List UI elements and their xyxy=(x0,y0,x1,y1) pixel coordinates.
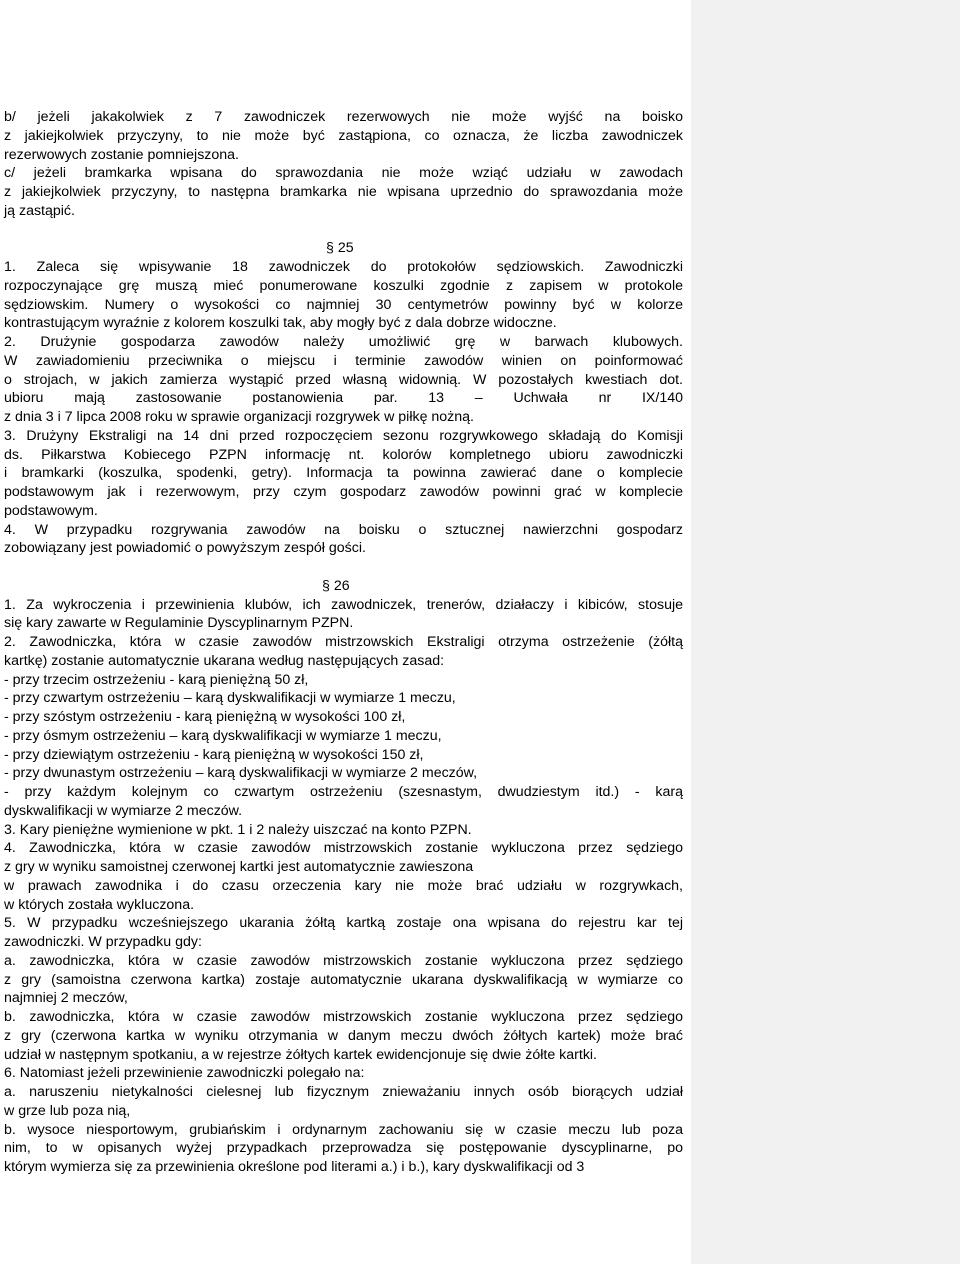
text-line: z gry w wyniku samoistnej czerwonej kartki jest automatycznie zawieszona xyxy=(4,859,474,875)
text-line: z jakiejkolwiek przyczyny, to następna bramkarka nie wpisana uprzednio do sprawozdania może xyxy=(4,184,683,200)
paragraph-block-26 xyxy=(4,596,683,1177)
comment-pane xyxy=(691,0,960,1264)
text-line: 3. Drużyny Ekstraligi na 14 dni przed rozpoczęciem sezonu rozgrywkowego składają do Komisji xyxy=(4,427,683,444)
text-line: 6. Natomiast jeżeli przewinienie zawodniczki polegało na: xyxy=(4,1065,365,1082)
text-line: udział w następnym spotkaniu, a w rejestrze żółtych kartek ewidencjonuje się dwie żółte kartki. xyxy=(4,1046,598,1063)
text-line: kartkę) zostanie automatycznie ukarana według następujących zasad: xyxy=(4,652,445,669)
text-line: 2. Zawodniczka, która w czasie zawodów mistrzowskich Ekstraligi otrzyma ostrzeżenie (żółtą xyxy=(4,634,683,650)
text-line: w grze lub poza nią, xyxy=(4,1102,131,1119)
text-line: c/ jeżeli bramkarka wpisana do sprawozdania nie może wziąć udziału w zawodach xyxy=(4,165,683,182)
paragraph-block-intro xyxy=(4,108,683,221)
text-line: rezerwowych zostanie pomniejszona. xyxy=(4,146,239,163)
text-line: podstawowym jak i rezerwowym, przy czym gospodarz zawodów powinni grać w komplecie xyxy=(4,484,683,500)
paragraph-block-25 xyxy=(4,258,683,558)
text-line: z gry (samoistna czerwona kartka) zostaje automatycznie ukarana dyskwalifikacją w wymiarze co xyxy=(4,971,683,988)
text-line: - przy dziewiątym ostrzeżeniu - karą pieniężną w wysokości 150 zł, xyxy=(4,746,424,763)
section-number-25: § 25 xyxy=(326,240,354,257)
text-line: w których została wykluczona. xyxy=(4,896,195,913)
text-line: b. zawodniczka, która w czasie zawodów mistrzowskich zostanie wykluczona przez sędziego xyxy=(4,1009,683,1025)
text-line: sędziowskim. Numery o wysokości co najmniej 30 centymetrów powinny być w kolorze xyxy=(4,296,683,313)
text-line: z jakiejkolwiek przyczyny, to nie może być zastąpiona, co oznacza, że liczba zawodniczek xyxy=(4,127,683,144)
text-line: b. wysoce niesportowym, grubiańskim i ordynarnym zachowaniu się w czasie meczu lub poza xyxy=(4,1121,683,1138)
text-line: z gry (czerwona kartka w wyniku otrzymania w danym meczu dwóch żółtych kartek) może brać xyxy=(4,1027,683,1044)
text-line: kontrastującym wyraźnie z kolorem koszulki tak, aby mogły być z dala dobrze widoczne. xyxy=(4,315,557,332)
text-line: ją zastąpić. xyxy=(4,202,75,219)
spacer xyxy=(4,221,683,240)
text-line: zobowiązany jest powiadomić o powyższym zespół gości. xyxy=(4,540,366,557)
text-line: i bramkarki (koszulka, spodenki, getry). Informacja ta powinna zawierać dane o komplecie xyxy=(4,465,683,482)
text-line: 5. W przypadku wcześniejszego ukarania żółtą kartką zostaje ona wpisana do rejestru kar tej xyxy=(4,915,683,932)
text-line: 3. Kary pieniężne wymienione w pkt. 1 i 2 należy uiszczać na konto PZPN. xyxy=(4,821,472,838)
text-line: 4. W przypadku rozgrywania zawodów na boisku o sztucznej nawierzchni gospodarz xyxy=(4,521,683,538)
text-line: najmniej 2 meczów, xyxy=(4,990,128,1007)
text-line: b/ jeżeli jakakolwiek z 7 zawodniczek rezerwowych nie może wyjść na boisko xyxy=(4,109,683,125)
text-line: się kary zawarte w Regulaminie Dyscyplinarnym PZPN. xyxy=(4,615,354,632)
text-line: - przy trzecim ostrzeżeniu - karą pieniężną 50 zł, xyxy=(4,671,309,688)
text-line: - przy ósmym ostrzeżeniu – karą dyskwalifikacji w wymiarze 1 meczu, xyxy=(4,727,442,744)
text-line: 4. Zawodniczka, która w czasie zawodów mistrzowskich zostanie wykluczona przez sędziego xyxy=(4,840,683,857)
text-line: o strojach, w jakich zamierza wystąpić przed własną widownią. W pozostałych kwestiach dot. xyxy=(4,371,683,388)
text-line: podstawowym. xyxy=(4,502,98,519)
text-line: W zawiadomieniu przeciwnika o miejscu i terminie zawodów winien on poinformować xyxy=(4,352,683,369)
text-line: 2. Drużynie gospodarza zawodów należy umożliwić grę w barwach klubowych. xyxy=(4,334,683,350)
document-body xyxy=(4,108,683,1177)
text-line: - przy szóstym ostrzeżeniu - karą pieniężną w wysokości 100 zł, xyxy=(4,709,406,725)
text-line: 1. Zaleca się wpisywanie 18 zawodniczek do protokołów sędziowskich. Zawodniczki xyxy=(4,259,683,275)
spacer xyxy=(4,558,683,577)
text-line: w prawach zawodnika i do czasu orzeczenia kary nie może brać udziału w rozgrywkach, xyxy=(4,877,683,894)
text-line: zawodniczki. W przypadku gdy: xyxy=(4,934,202,950)
text-line: ubioru mają zastosowanie postanowienia par. 13 – Uchwała nr IX/140 xyxy=(4,390,683,407)
text-line: - przy dwunastym ostrzeżeniu – karą dyskwalifikacji w wymiarze 2 meczów, xyxy=(4,765,478,782)
text-line: ds. Piłkarstwa Kobiecego PZPN informację nt. kolorów kompletnego ubioru zawodniczki xyxy=(4,446,683,463)
text-line: a. zawodniczka, która w czasie zawodów mistrzowskich zostanie wykluczona przez sędziego xyxy=(4,952,683,969)
text-line: dyskwalifikacji w wymiarze 2 meczów. xyxy=(4,802,243,819)
text-line: - przy czwartym ostrzeżeniu – karą dyskwalifikacji w wymiarze 1 meczu, xyxy=(4,690,456,707)
text-line: z dnia 3 i 7 lipca 2008 roku w sprawie organizacji rozgrywek w piłkę nożną. xyxy=(4,409,474,425)
text-line: - przy każdym kolejnym co czwartym ostrzeżeniu (szesnastym, dwudziestym itd.) - karą xyxy=(4,784,683,800)
section-number-26: § 26 xyxy=(322,577,350,594)
text-line: 1. Za wykroczenia i przewinienia klubów, ich zawodniczek, trenerów, działaczy i kibiców, stosuje xyxy=(4,596,683,613)
text-line: którym wymierza się za przewinienia określone pod literami a.) i b.), kary dyskwalifikacji od 3 xyxy=(4,1159,585,1175)
text-line: rozpoczynające grę muszą mieć ponumerowane koszulki zgodnie z zapisem w protokole xyxy=(4,277,683,294)
text-line: nim, to w opisanych wyżej przypadkach przeprowadza się postępowanie dyscyplinarne, po xyxy=(4,1140,683,1157)
text-line: a. naruszeniu nietykalności cielesnej lub fizycznym znieważaniu innych osób biorących udział xyxy=(4,1084,683,1100)
